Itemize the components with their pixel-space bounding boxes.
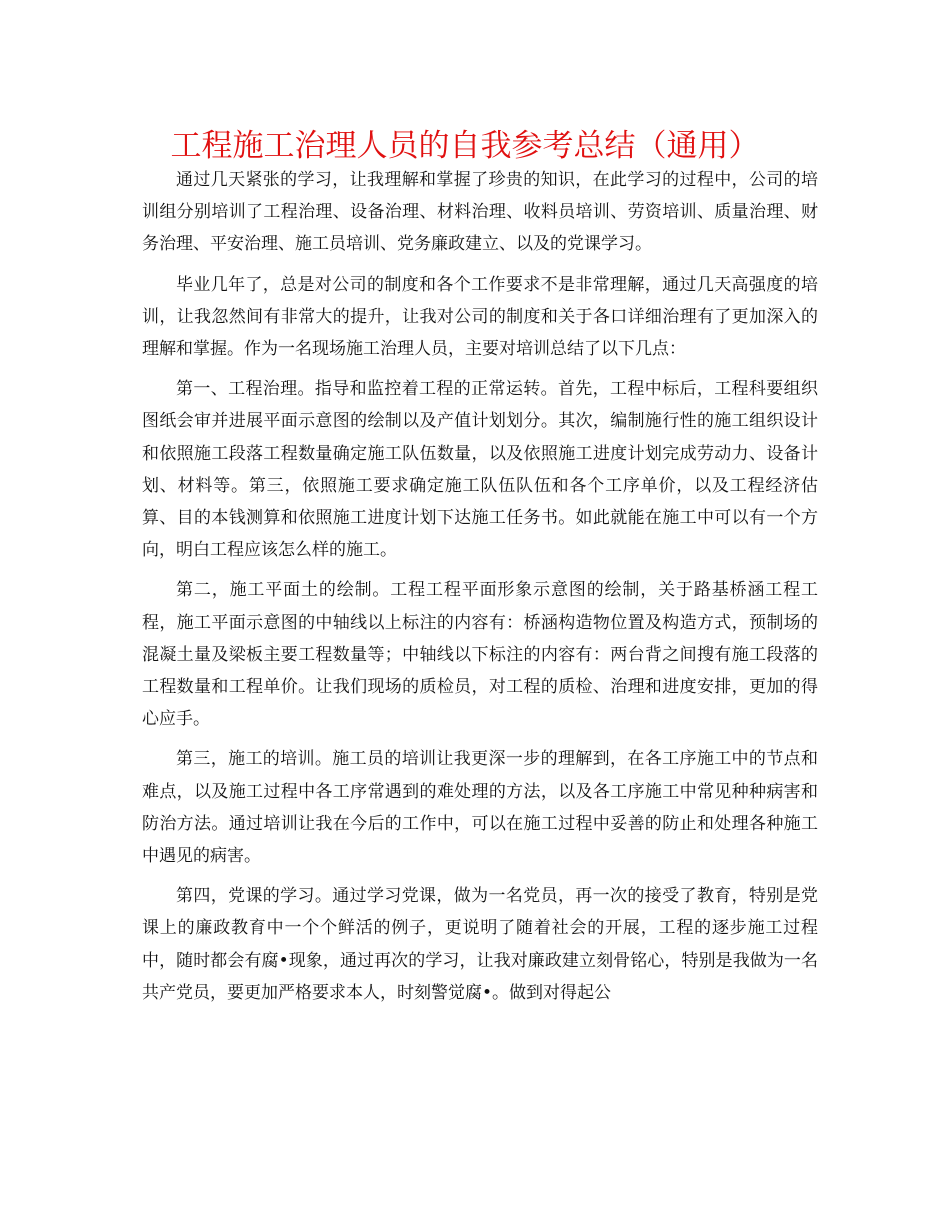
paragraph-point-two: 第二，施工平面土的绘制。工程工程平面形象示意图的绘制，关于路基桥涵工程工程，施工平面示意图的中轴线以上标注的内容有：桥涵构造物位置及构造方式，预制场的混凝土量及梁板主要工程数量等；中轴线以下标注的内容有：两台背之间搜有施工段落的工程数量和工程单价。让我们现场的质检员，对工程的质检、治理和进度安排，更加的得心应手。 xyxy=(142,580,818,730)
paragraph-point-four: 第四，党课的学习。通过学习党课，做为一名党员，再一次的接受了教育，特别是党课上的廉政教育中一个个鲜活的例子，更说明了随着社会的开展，工程的逐步施工过程中，随时都会有腐•现象，通过再次的学习，让我对廉政建立刻骨铭心，特别是我做为一名共产党员，要更加严格要求本人，时刻警觉腐•。做到对得起公 xyxy=(142,886,818,1003)
paragraph-point-three: 第三，施工的培训。施工员的培训让我更深一步的理解到，在各工序施工中的节点和难点，以及施工过程中各工序常遇到的难处理的方法，以及各工序施工中常见种种病害和防治方法。通过培训让我在今后的工作中，可以在施工过程中妥善的防止和处理各种施工中遇见的病害。 xyxy=(142,749,818,867)
document-body xyxy=(142,164,818,1017)
paragraph-intro: 通过几天紧张的学习，让我理解和掌握了珍贵的知识，在此学习的过程中，公司的培训组分别培训了工程治理、设备治理、材料治理、收料员培训、劳资培训、质量治理、财务治理、平安治理、施工员培训、党务廉政建立、以及的党课学习。 xyxy=(142,170,818,255)
paragraph-graduation: 毕业几年了，总是对公司的制度和各个工作要求不是非常理解，通过几天高强度的培训，让我忽然间有非常大的提升，让我对公司的制度和关于各口详细治理有了更加深入的理解和掌握。作为一名现场施工治理人员，主要对培训总结了以下几点： xyxy=(142,274,818,360)
document-title: 工程施工治理人员的自我参考总结（通用） xyxy=(170,128,760,164)
paragraph-point-one: 第一、工程治理。指导和监控着工程的正常运转。首先，工程中标后，工程科要组织图纸会审并进展平面示意图的绘制以及产值计划划分。其次，编制施行性的施工组织设计和依照施工段落工程数量确定施工队伍数量，以及依照施工进度计划完成劳动力、设备计划、材料等。第三，依照施工要求确定施工队伍队伍和各个工序单价，以及工程经济估算、目的本钱测算和依照施工进度计划下达施工任务书。如此就能在施工中可以有一个方向，明白工程应该怎么样的施工。 xyxy=(142,379,818,561)
